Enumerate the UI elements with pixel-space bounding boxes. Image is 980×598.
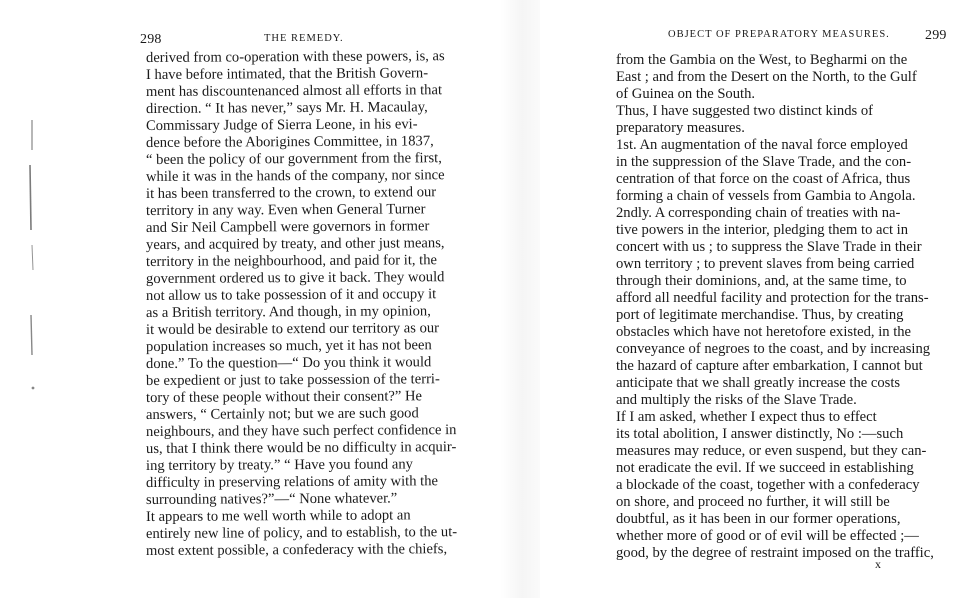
right-page-body (616, 52, 934, 562)
text-line: it has been transferred to the crown, to extend our (145, 184, 437, 202)
text-line: If I am asked, whether I expect thus to effect (616, 409, 877, 425)
text-line: and multiply the risks of the Slave Trade. (616, 392, 857, 408)
running-head-right: OBJECT OF PREPARATORY MEASURES. (668, 29, 890, 40)
text-line: it would be desirable to extend our territory as our (145, 320, 440, 338)
text-line: derived from co-operation with these powers, is, as (145, 48, 445, 66)
text-line: years, and acquired by treaty, and other just means, (145, 235, 445, 253)
text-line: Thus, I have suggested two distinct kinds of (616, 103, 873, 119)
text-line: answers, “ Certainly not; but we are such good (145, 405, 419, 423)
text-line: tive powers in the interior, pledging them to act in (616, 222, 909, 238)
margin-ink-marks (18, 110, 44, 410)
text-line: difficulty in preserving relations of amity with the (145, 473, 438, 491)
text-line: centration of that force on the coast of Africa, thus (616, 171, 911, 187)
text-line: conveyance of negroes to the coast, and by increasing (616, 341, 931, 357)
text-line: tory of these people without their consent?” He (145, 388, 423, 406)
text-line: not allow us to take possession of it and occupy it (145, 286, 437, 304)
text-line: own territory ; to prevent slaves from being carried (616, 256, 915, 272)
text-line: through their dominions, and, at the same time, to (616, 273, 907, 289)
text-line: from the Gambia on the West, to Begharmi on the (616, 52, 908, 68)
text-line: direction. “ It has never,” says Mr. H. Macaulay, (145, 99, 428, 117)
text-line: surrounding natives?”—“ None whatever.” (145, 490, 398, 508)
text-line: anticipate that we shall greatly increase the costs (616, 375, 901, 391)
text-line: on shore, and proceed no further, it will still be (616, 494, 890, 510)
text-line: East ; and from the Desert on the North, to the Gulf (616, 69, 917, 85)
text-line: measures may reduce, or even suspend, but they can- (616, 443, 927, 459)
text-line: while it was in the hands of the company, nor since (145, 167, 445, 185)
text-line: not eradicate the evil. If we succeed in establishing (616, 460, 914, 476)
text-line: as a British territory. And though, in my opinion, (145, 303, 431, 321)
left-page-body (146, 50, 457, 560)
text-line: territory in any way. Even when General Turner (145, 201, 426, 219)
text-line: I have before intimated, that the British Govern- (145, 65, 429, 83)
text-line: 1st. An augmentation of the naval force employed (616, 137, 908, 153)
text-line: port of legitimate merchandise. Thus, by creating (616, 307, 904, 323)
text-line: territory in the neighbourhood, and paid for it, the (145, 252, 438, 270)
text-line: whether more of good or of evil will be effected ;— (616, 528, 919, 544)
right-page (520, 0, 980, 598)
text-line: forming a chain of vessels from Gambia to Angola. (616, 188, 916, 204)
text-line: be expedient or just to take possession of the terri- (145, 371, 440, 389)
text-line: us, that I think there would be no difficulty in acquir- (145, 439, 457, 457)
text-line: obstacles which have not heretofore existed, in the (616, 324, 912, 340)
text-line: a blockade of the coast, together with a confederacy (616, 477, 920, 493)
running-head-left: THE REMEDY. (264, 33, 344, 44)
page-number-left: 298 (140, 32, 162, 47)
text-line: Commissary Judge of Sierra Leone, in his evi- (145, 116, 418, 134)
text-line: It appears to me well worth while to adopt an (145, 507, 411, 525)
text-line: dence before the Aborigines Committee, in 1837, (145, 133, 434, 151)
text-line: concert with us ; to suppress the Slave Trade in their (616, 239, 922, 255)
page-number-right: 299 (925, 28, 947, 43)
text-line: done.” To the question—“ Do you think it would (145, 354, 432, 372)
text-line: in the suppression of the Slave Trade, and the con- (616, 154, 912, 170)
text-line: ing territory by treaty.” “ Have you found any (145, 456, 413, 474)
text-line: of Guinea on the South. (616, 86, 756, 102)
text-line: 2ndly. A corresponding chain of treaties with na- (616, 205, 901, 221)
signature-mark: x (875, 557, 881, 571)
text-line: neighbours, and they have such perfect confidence in (145, 422, 457, 440)
text-line: good, by the degree of restraint imposed on the traffic, (616, 545, 934, 561)
text-line: preparatory measures. (616, 120, 745, 136)
text-line: population increases so much, yet it has not been (145, 337, 432, 355)
text-line: government ordered us to give it back. They would (145, 269, 445, 287)
text-line: entirely new line of policy, and to establish, to the ut- (145, 524, 458, 542)
text-line: most extent possible, a confederacy with the chiefs, (145, 541, 448, 559)
text-line: ment has discountenanced almost all efforts in that (145, 82, 443, 100)
text-line: doubtful, as it has been in our former operations, (616, 511, 901, 527)
text-line: the hazard of capture after embarkation, I cannot but (616, 358, 923, 374)
text-line: “ been the policy of our government from the first, (145, 150, 442, 168)
text-line: and Sir Neil Campbell were governors in former (145, 218, 430, 236)
text-line: its total abolition, I answer distinctly, No :—such (616, 426, 904, 442)
text-line: afford all needful facility and protection for the trans- (616, 290, 929, 306)
